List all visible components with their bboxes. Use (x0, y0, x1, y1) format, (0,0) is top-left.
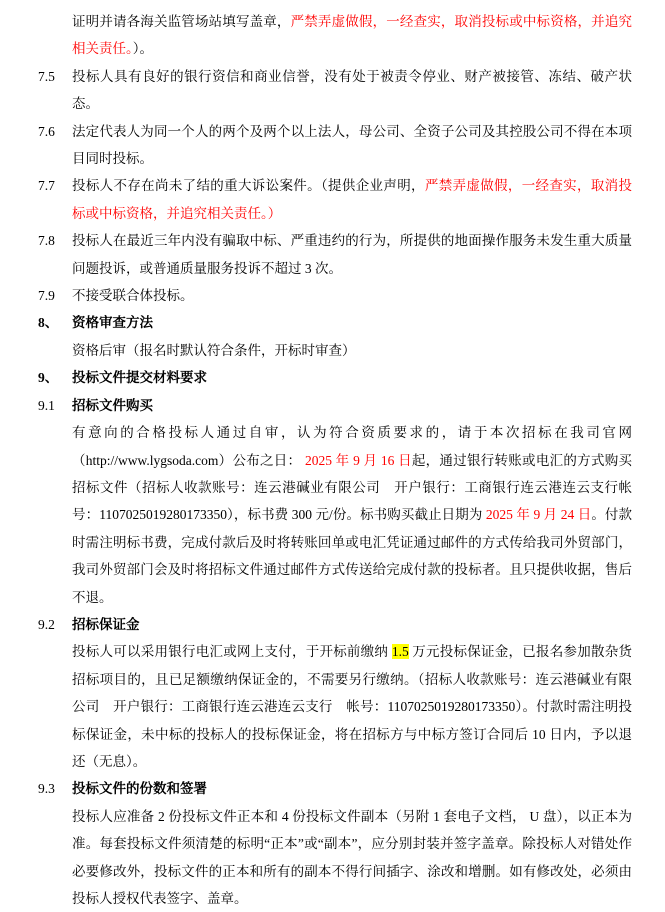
paragraph (38, 63, 632, 118)
paragraph (38, 638, 632, 775)
paragraph (38, 8, 632, 63)
text-segment: 资格审查方法 (72, 315, 153, 331)
text-segment: 不接受联合体投标。 (72, 288, 194, 304)
item-number: 7.9 (38, 288, 55, 304)
text-segment: 招标保证金 (72, 616, 140, 632)
item-number: 7.5 (38, 68, 55, 84)
item-number: 9.1 (38, 397, 55, 413)
section-heading (38, 611, 632, 638)
section-heading (38, 392, 632, 419)
text-segment: 投标人在最近三年内没有骗取中标、严重违约的行为，所提供的地面操作服务未发生重大质量问题投诉，或普通质量服务投诉不超过 3 次。 (72, 233, 632, 276)
text-segment: 投标人具有良好的银行资信和商业信誉，没有处于被责令停业、财产被接管、冻结、破产状态。 (72, 68, 632, 112)
paragraph (38, 337, 632, 364)
item-number: 8、 (38, 315, 59, 331)
item-number: 7.8 (38, 233, 55, 249)
text-segment: ）。 (132, 41, 153, 57)
paragraph (38, 118, 632, 173)
paragraph (38, 172, 632, 227)
emphasis-red-text: 2025 年 9 月 16 日 (305, 452, 412, 468)
text-segment: 资格后审（报名时默认符合条件，开标时审查） (72, 342, 356, 358)
text-segment: 起，通过银行转账或电汇的方式购买招标文件（招标人收款账号：连云港碱业有限公司 开户银行：工商银行连云港连云支行帐号：1107025019280173350），标书费 300 元/份。标书购买截止日期为 (72, 452, 633, 523)
text-segment: 投标人可以采用银行电汇或网上支付，于开标前缴纳 (72, 644, 392, 660)
section-heading (38, 364, 632, 391)
section-heading (38, 309, 632, 336)
text-segment: 证明并请各海关监管场站填写盖章， (72, 14, 291, 29)
text-segment: 法定代表人为同一个人的两个及两个以上法人，母公司、全资子公司及其控股公司不得在本项目同时投标。 (72, 123, 632, 167)
text-segment: 投标文件的份数和签署 (72, 781, 207, 797)
paragraph (38, 419, 632, 611)
paragraph (38, 282, 632, 309)
emphasis-red-text: 2025 年 9 月 24 日 (485, 507, 592, 523)
text-segment: 投标人不存在尚未了结的重大诉讼案件。（提供企业声明， (72, 178, 425, 194)
section-heading (38, 775, 632, 802)
paragraph (38, 227, 632, 282)
text-segment: 投标人应准备 2 份投标文件正本和 4 份投标文件副本（另附 1 套电子文档， U 盘），以正本为准。每套投标文件须清楚的标明“正本”或“副本”，应分别封装并签字盖章。除投标人对错处作必要修改外，投标文件的正本和所有的副本不得行间插字、涂改和增删。如有修改处，必须由投标人授权代表签字、盖章。 (72, 808, 632, 906)
text-segment: 万元投标保证金，已报名参加散杂货招标项目的，且已足额缴纳保证金的，不需要另行缴纳。（招标人收款账号：连云港碱业有限公司 开户银行：工商银行连云港连云支行 帐号：1107025019280173350）。付款时需注明投标保证金，未中标的投标人的投标保证金，将在招标方与中标方签订合同后 10 日内，予以退还（无息）。 (72, 644, 633, 769)
item-number: 7.7 (38, 178, 55, 194)
item-number: 9.3 (38, 781, 55, 797)
text-segment: 招标文件购买 (72, 397, 153, 413)
text-segment: 有意向的合格投标人通过自审，认为符合资质要求的，请于本次招标在我司官网（http://www.lygsoda.com）公布之日： (72, 425, 632, 468)
item-number: 7.6 (38, 123, 55, 139)
text-segment: 。付款时需注明标书费，完成付款后及时将转账回单或电汇凭证通过邮件的方式传给我司外贸部门，我司外贸部门会及时将招标文件通过邮件方式传送给完成付款的投标者。且只提供收据，售后不退。 (72, 507, 633, 605)
item-number: 9、 (38, 370, 59, 386)
emphasis-red-text: 严禁弄虚做假，一经查实，取消投标或中标资格，并追究相关责任。 (72, 14, 633, 57)
item-number: 9.2 (38, 616, 55, 632)
emphasis-red-text: 严禁弄虚做假，一经查实，取消投标或中标资格，并追究相关责任。） (72, 178, 633, 221)
paragraph (38, 803, 632, 912)
text-segment: 投标文件提交材料要求 (72, 370, 207, 386)
highlighted-value: 1.5 (391, 644, 409, 660)
document-body (38, 8, 632, 912)
